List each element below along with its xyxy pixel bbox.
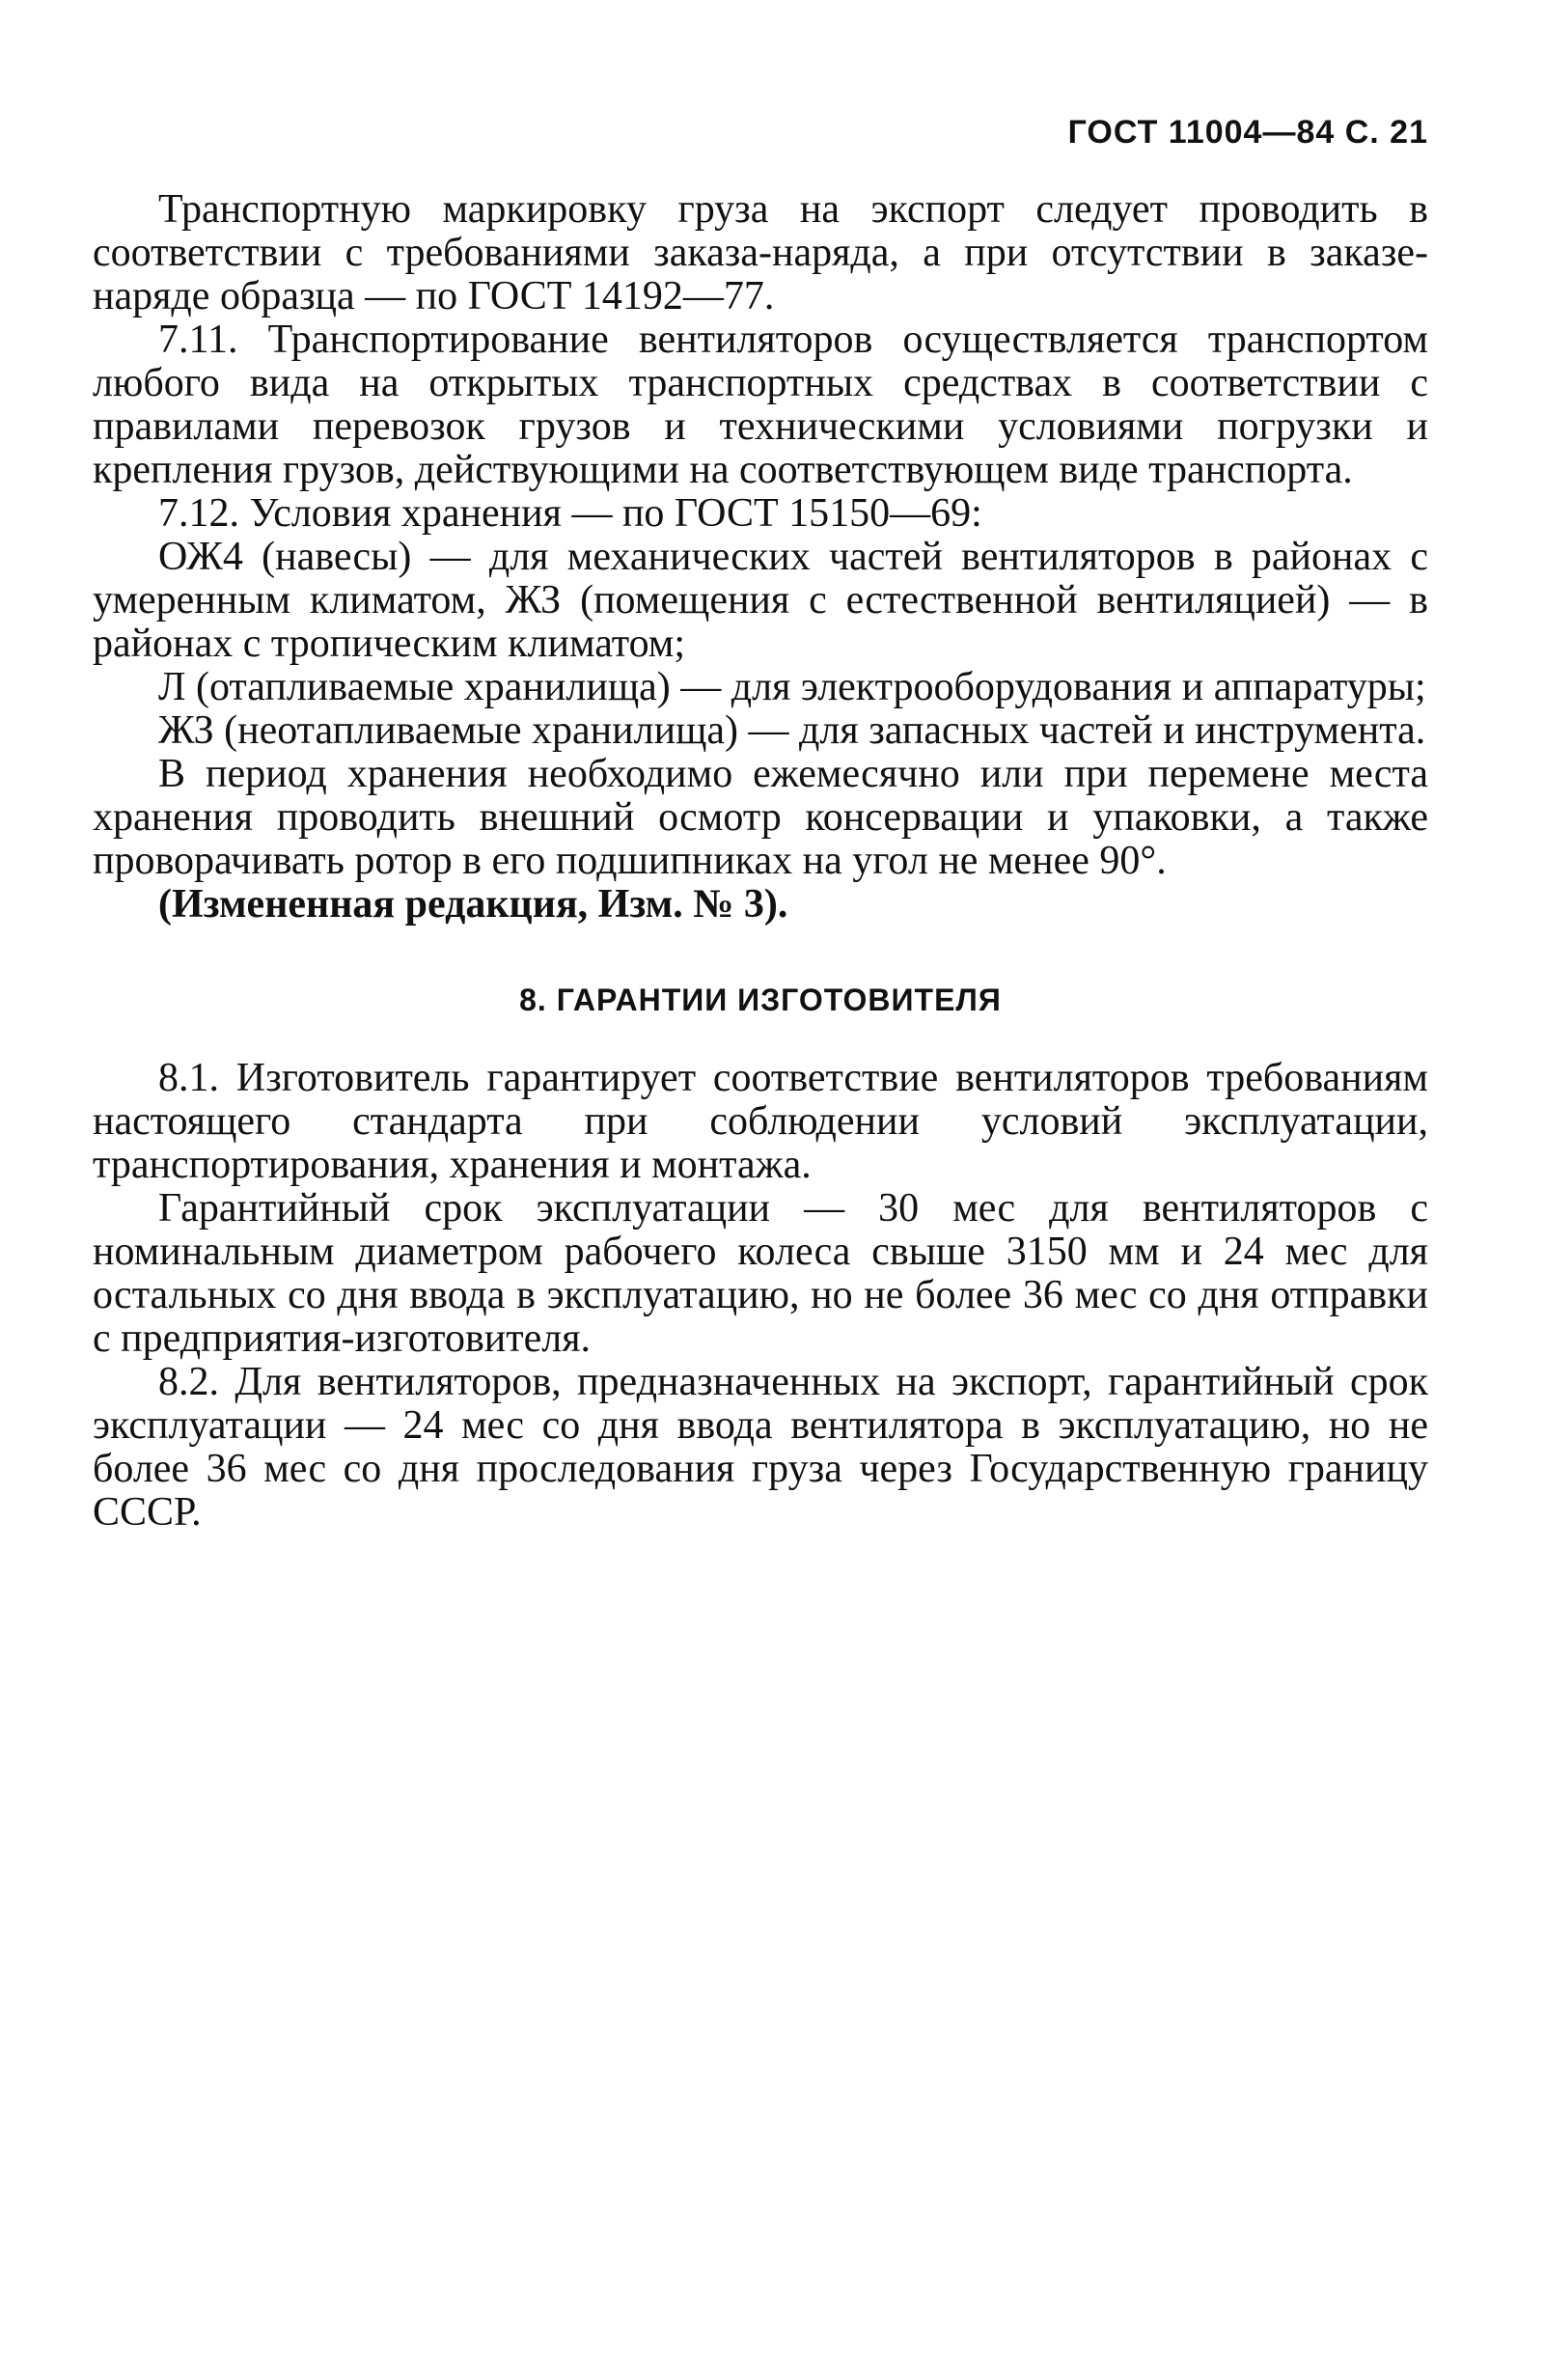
paragraph-storage-inspection: В период хранения необходимо ежемесячно или при перемене места хранения проводить внешний осмотр консервации и упаковки, а также проворачивать ротор в его подшипниках на угол не менее 90°. [93, 752, 1428, 883]
amendment-note: (Измененная редакция, Изм. № 3). [158, 882, 788, 927]
paragraph-7-12-storage: 7.12. Условия хранения — по ГОСТ 15150—69: [158, 491, 982, 536]
paragraph-7-11-transport: 7.11. Транспортирование вентиляторов осуществляется транспортом любого вида на открытых транспортных средствах в соответствии с правилами перевозок грузов и техническими условиями погрузки и крепления грузов, действующими на соответствующем виде транспорта. [93, 318, 1428, 492]
paragraph-storage-l: Л (отапливаемые хранилища) — для электрооборудования и аппаратуры; [158, 665, 1426, 709]
paragraph-warranty-period: Гарантийный срок эксплуатации — 30 мес для вентиляторов с номинальным диаметром рабочего колеса свыше 3150 мм и 24 мес для остальных со дня ввода в эксплуатацию, но не более 36 мес со дня отправки с предприятия-изготовителя. [93, 1186, 1428, 1361]
page-content [93, 188, 1428, 1535]
paragraph-storage-zh3: ЖЗ (неотапливаемые хранилища) — для запасных частей и инструмента. [158, 708, 1426, 753]
paragraph-8-2-export-warranty: 8.2. Для вентиляторов, предназначенных на экспорт, гарантийный срок эксплуатации — 24 мес со дня ввода вентилятора в эксплуатацию, но не более 36 мес со дня проследования груза через Государственную границу СССР. [93, 1360, 1428, 1535]
paragraph-export-marking: Транспортную маркировку груза на экспорт следует проводить в соответствии с требованиями заказа-наряда, а при отсутствии в заказе-наряде образца — по ГОСТ 14192—77. [93, 187, 1428, 318]
section-heading: 8. ГАРАНТИИ ИЗГОТОВИТЕЛЯ [519, 982, 1002, 1017]
paragraph-storage-ozh4: ОЖ4 (навесы) — для механических частей вентиляторов в районах с умеренным климатом, ЖЗ (помещения с естественной вентиляцией) — в районах с тропическим климатом; [93, 535, 1428, 666]
paragraph-8-1-guarantee: 8.1. Изготовитель гарантирует соответствие вентиляторов требованиям настоящего стандарта при соблюдении условий эксплуатации, транспортирования, хранения и монтажа. [93, 1056, 1428, 1187]
page-header: ГОСТ 11004—84 С. 21 [1067, 114, 1428, 151]
